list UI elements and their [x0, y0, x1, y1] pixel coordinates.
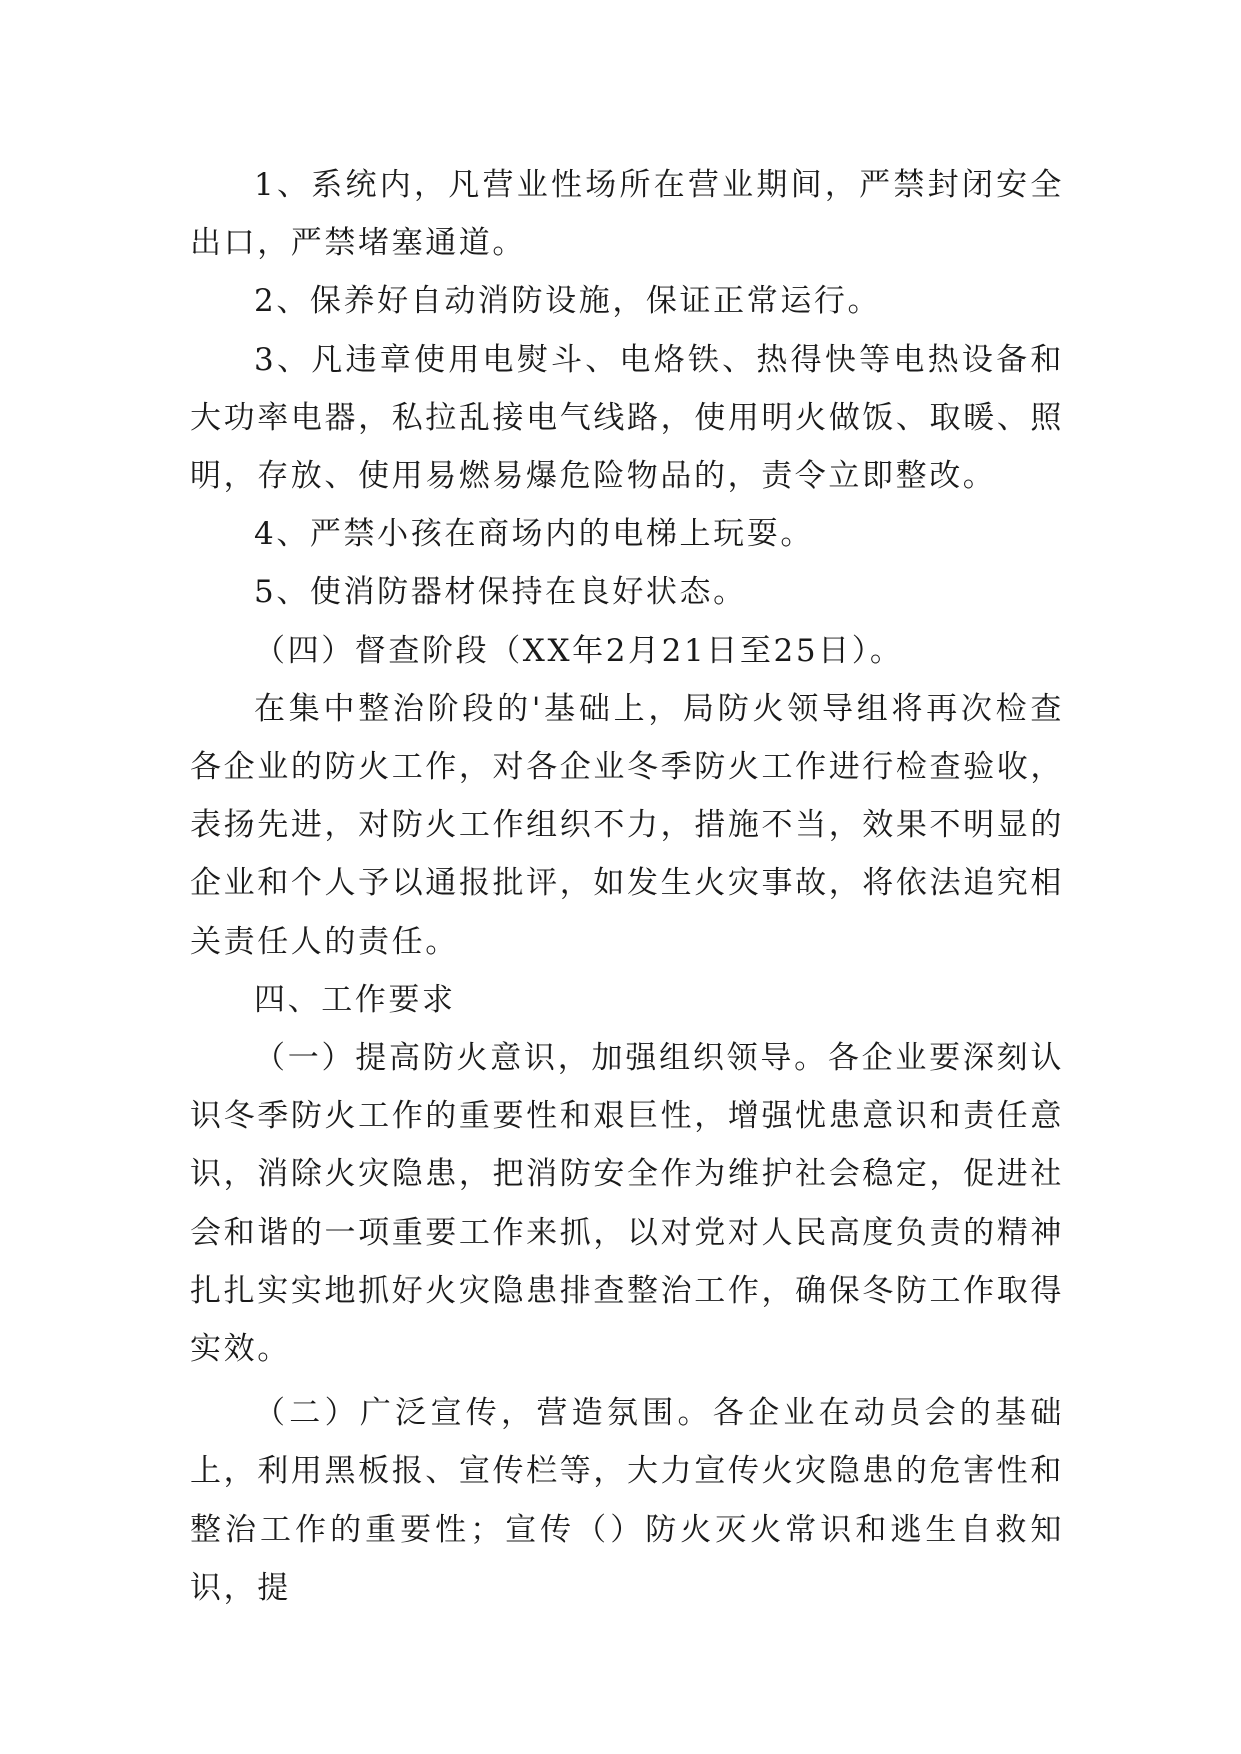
paragraph-item-5: 5、使消防器材保持在良好状态。: [254, 574, 747, 611]
paragraph-item-1: 1、系统内，凡营业性场所在营业期间，严禁封闭安全出口，严禁堵塞通道。: [190, 167, 1064, 262]
paragraph-supervision: 在集中整治阶段的'基础上，局防火领导组将再次检查各企业的防火工作，对各企业冬季防火工作进行检查验收，表扬先进，对防火工作组织不力，措施不当，效果不明显的企业和个人予以通报批评，如发生火灾事故，将依法追究相关责任人的责任。: [190, 690, 1064, 960]
paragraph-requirement-1: （一）提高防火意识，加强组织领导。各企业要深刻认识冬季防火工作的重要性和艰巨性，增强忧患意识和责任意识，消除火灾隐患，把消防安全作为维护社会稳定，促进社会和谐的一项重要工作来抓，以对党对人民高度负责的精神扎扎实实地抓好火灾隐患排查整治工作，确保冬防工作取得实效。: [190, 1040, 1064, 1368]
paragraph-requirement-2: （二）广泛宣传，营造氛围。各企业在动员会的基础上，利用黑板报、宣传栏等，大力宣传火灾隐患的危害性和整治工作的重要性；宣传（）防火灭火常识和逃生自救知识，提: [190, 1395, 1064, 1606]
section-heading-requirements: 四、工作要求: [254, 981, 456, 1018]
document-body: [190, 156, 1064, 1617]
paragraph-item-2: 2、保养好自动消防设施，保证正常运行。: [254, 283, 882, 320]
paragraph-item-4: 4、严禁小孩在商场内的电梯上玩耍。: [254, 516, 814, 553]
section-heading-supervision: （四）督查阶段（XX年2月21日至25日）。: [254, 632, 904, 669]
paragraph-item-3: 3、凡违章使用电熨斗、电烙铁、热得快等电热设备和大功率电器，私拉乱接电气线路，使用明火做饭、取暖、照明，存放、使用易燃易爆危险物品的，责令立即整改。: [190, 341, 1064, 495]
